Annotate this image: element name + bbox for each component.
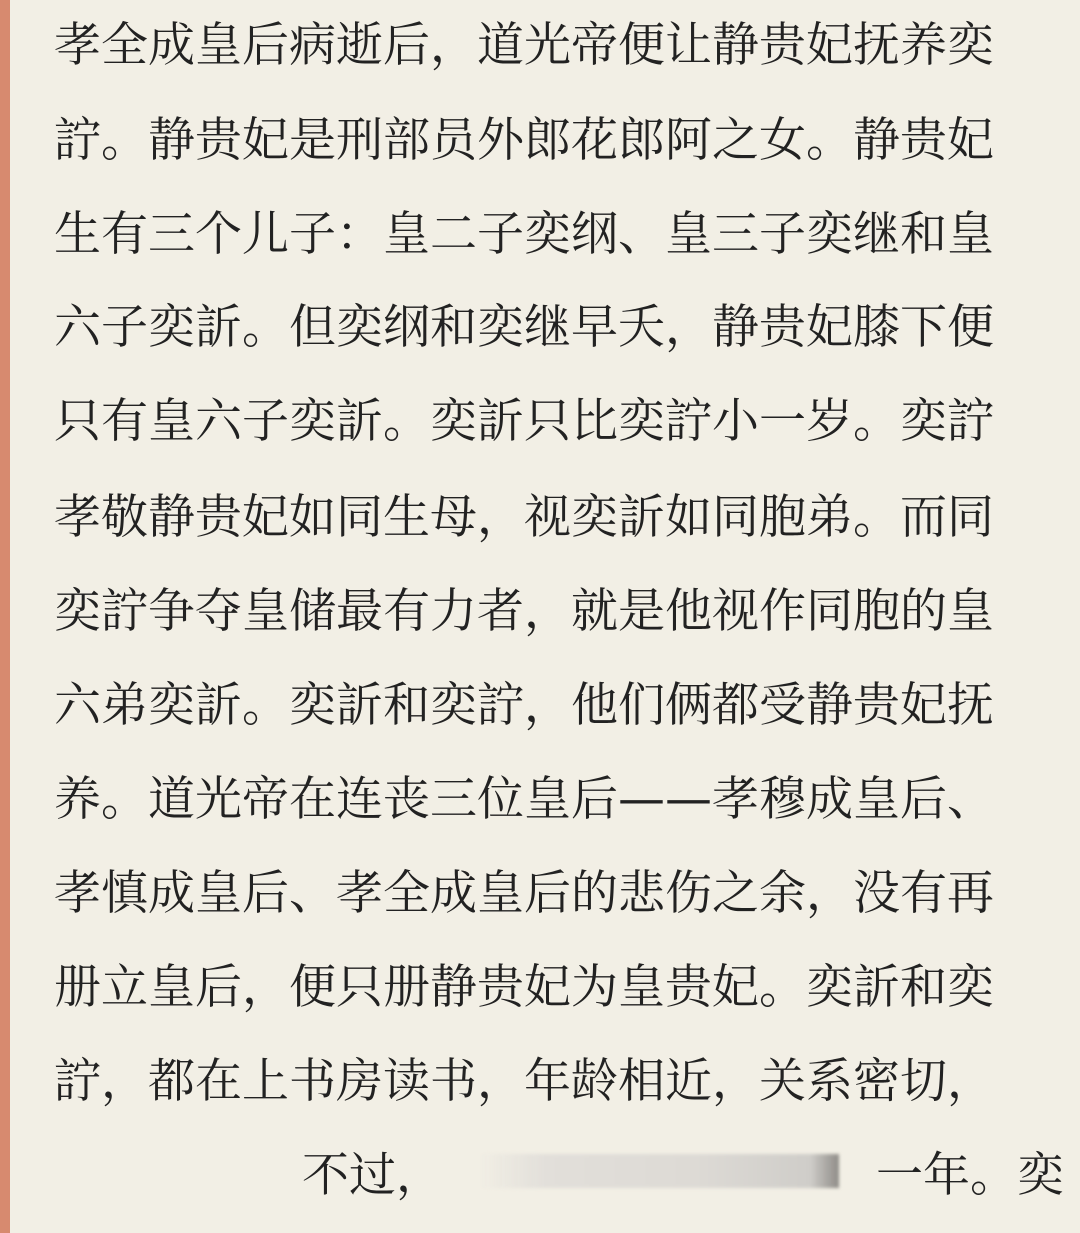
text-line: 孝敬静贵妃如同生母，视奕訢如同胞弟。而同	[54, 490, 994, 545]
text-line: 六子奕訢。但奕纲和奕继早夭，静贵妃膝下便	[54, 300, 994, 355]
text-line: 册立皇后，便只册静贵妃为皇贵妃。奕訢和奕	[54, 960, 994, 1015]
text-fragment-start: 不过，	[302, 1148, 443, 1203]
document-page	[10, 0, 1080, 1233]
redacted-blur	[479, 1154, 839, 1188]
text-fragment-end: 一年。奕	[876, 1148, 1064, 1203]
text-line: 生有三个儿子：皇二子奕纲、皇三子奕继和皇	[54, 207, 994, 262]
text-line: 养。道光帝在连丧三位皇后——孝穆成皇后、	[54, 772, 994, 827]
text-line: 詝，都在上书房读书，年龄相近，关系密切，	[54, 1054, 994, 1109]
text-line: 六弟奕訢。奕訢和奕詝，他们俩都受静贵妃抚	[54, 678, 994, 733]
text-line-partial	[54, 1146, 1064, 1206]
text-line: 孝慎成皇后、孝全成皇后的悲伤之余，没有再	[54, 866, 994, 921]
text-line: 詝。静贵妃是刑部员外郎花郎阿之女。静贵妃	[54, 113, 994, 168]
text-line: 奕詝争夺皇储最有力者，就是他视作同胞的皇	[54, 584, 994, 639]
text-line: 孝全成皇后病逝后，道光帝便让静贵妃抚养奕	[54, 18, 994, 73]
text-line: 只有皇六子奕訢。奕訢只比奕詝小一岁。奕詝	[54, 394, 994, 449]
left-accent-border	[0, 0, 10, 1233]
